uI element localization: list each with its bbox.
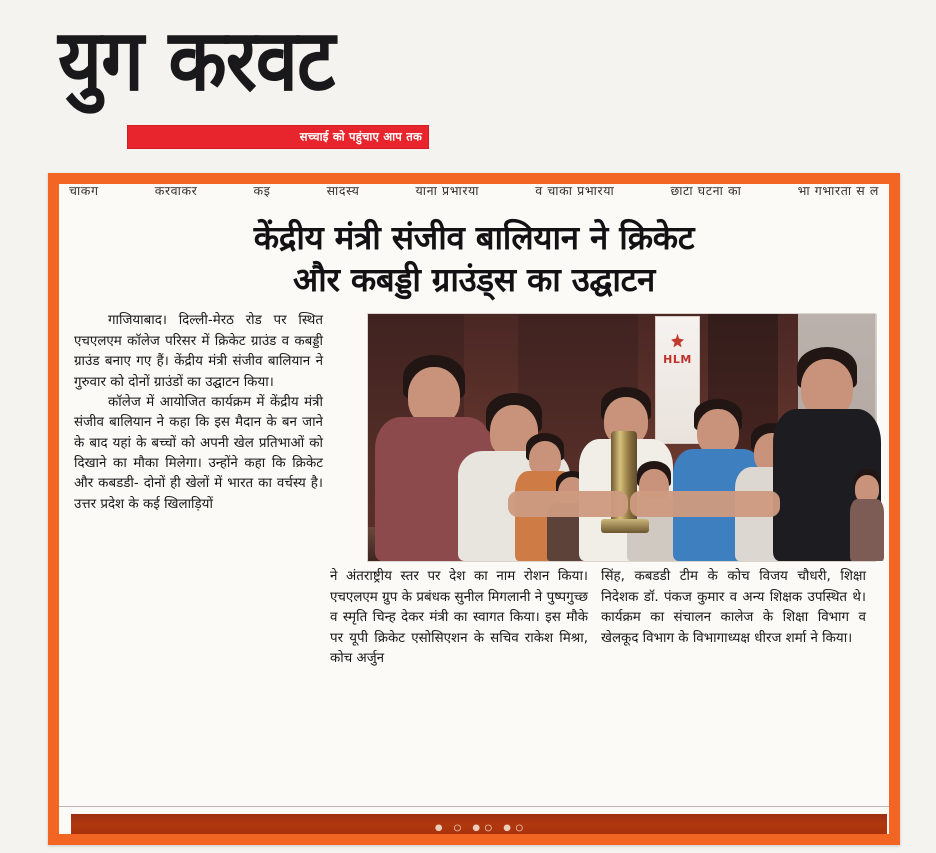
paragraph bbox=[601, 567, 866, 649]
paragraph bbox=[74, 311, 323, 393]
cut-off-word: कइ bbox=[253, 183, 271, 198]
headline-line-2: और कबड्डी ग्राउंड्स का उद्घाटन bbox=[293, 260, 655, 300]
article-photo bbox=[367, 313, 876, 562]
hlm-banner-text: HLM bbox=[663, 353, 692, 367]
cut-off-word: छाटा घटना का bbox=[670, 183, 742, 198]
article-column-1 bbox=[74, 311, 323, 515]
clipping-bottom-strip bbox=[59, 806, 889, 840]
paragraph-text: कॉलेज में आयोजित कार्यक्रम में केंद्रीय मंत्री संजीव बालियान ने कहा कि इस मैदान के बन जाने के बाद यहां के बच्चों को अपनी खेल प्रतिभाओं को दिखाने का मौका मिलेगा। उन्होंने कहा कि क्रिकेट और कबडडी- दोनों ही खेलों में भारत का वर्चस्य है। उत्तर प्रदेश के कई खिलाड़ियों bbox=[74, 394, 323, 512]
hlm-logo-icon bbox=[671, 333, 684, 347]
cut-off-word: भा गभारता स ल bbox=[797, 183, 879, 198]
photo-person bbox=[850, 441, 884, 561]
paragraph bbox=[330, 567, 588, 669]
bottom-strip-partial-text: • ◦ •◦ •◦ bbox=[432, 818, 526, 840]
paragraph-text: ने अंतराष्ट्रीय स्तर पर देश का नाम रोशन किया। एचएलएम ग्रुप के प्रबंधक सुनील मिगलानी ने पुष्पगुच्छ व स्मृति चिन्ह देकर मंत्री का स्वागत किया। इस मौके पर यूपी क्रिकेट एसोसिएशन के सचिव राकेश मिश्रा, कोच अर्जुन bbox=[330, 569, 588, 666]
paragraph-text: सिंह, कबडडी टीम के कोच विजय चौधरी, शिक्षा निदेशक डॉ. पंकज कुमार व अन्य शिक्षक उपस्थित थे। कार्यक्रम का संचालन कालेज के शिक्षा विभाग व खेलकूद विभाग के विभागाध्यक्ष धीरज शर्मा ने किया। bbox=[601, 569, 866, 646]
photo-hands bbox=[508, 491, 628, 517]
article-headline bbox=[68, 213, 880, 307]
cut-off-word: सादस्य bbox=[326, 183, 360, 198]
cut-off-word: करवाकर bbox=[154, 183, 198, 198]
article-column-1-continued bbox=[68, 567, 317, 669]
masthead-tagline-bar bbox=[128, 126, 428, 148]
cut-off-word: चाकग bbox=[69, 183, 99, 198]
cut-off-word: व चाका प्रभारया bbox=[535, 183, 615, 198]
cut-off-word: याना प्रभारया bbox=[415, 183, 480, 198]
article-column-2 bbox=[330, 567, 588, 669]
masthead-title: युग करवट bbox=[58, 10, 335, 110]
photo-hands bbox=[630, 491, 780, 517]
article-lower-columns bbox=[68, 566, 880, 669]
article-column-3 bbox=[601, 567, 866, 669]
cut-off-text-strip bbox=[69, 183, 879, 209]
photo-person-torso bbox=[850, 499, 884, 561]
masthead-tagline-text: सच्चाई को पहुंचाए आप तक bbox=[299, 129, 422, 144]
clipping-paper bbox=[59, 183, 889, 840]
bottom-strip-gap bbox=[59, 806, 889, 814]
paragraph bbox=[74, 393, 323, 515]
headline-line-1: केंद्रीय मंत्री संजीव बालियान ने क्रिकेट bbox=[253, 218, 695, 257]
masthead bbox=[0, 0, 936, 170]
bottom-strip-bar bbox=[71, 814, 887, 840]
newspaper-clipping bbox=[48, 173, 900, 845]
paragraph-text: गाजियाबाद। दिल्ली-मेरठ रोड पर स्थित एचएलएम कॉलेज परिसर में क्रिकेट ग्राउंड व कबड्डी ग्राउंड बनाए गए हैं। केंद्रीय मंत्री संजीव बालियान ने गुरुवार को दोनों ग्राउंडों का उद्घाटन किया। bbox=[74, 313, 323, 390]
article-body bbox=[68, 307, 880, 566]
photo-memento-base bbox=[601, 519, 649, 533]
